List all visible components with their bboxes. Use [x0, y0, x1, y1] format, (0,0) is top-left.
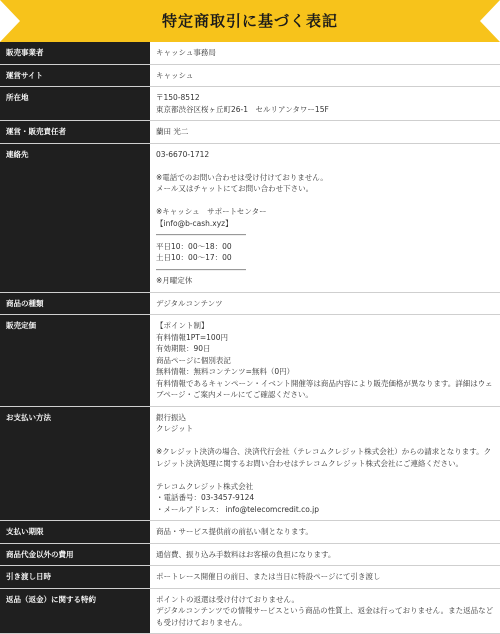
value-line: テレコムクレジット株式会社	[156, 481, 254, 491]
row-value	[150, 42, 500, 64]
table-row	[0, 292, 500, 315]
table-row	[0, 315, 500, 407]
value-line: 蘭田 光二	[156, 127, 189, 136]
value-line: 商品・サービス提供前の前払い制となります。	[156, 527, 313, 536]
value-line: 商品ページに個別表記	[156, 355, 231, 365]
value-line: キャッシュ事務局	[156, 48, 216, 57]
row-label: 引き渡し日時	[0, 566, 150, 589]
row-label: 運営・販売責任者	[0, 121, 150, 144]
value-line: 03-6670-1712	[156, 149, 210, 159]
row-value	[150, 566, 500, 589]
row-value	[150, 292, 500, 315]
row-value	[150, 64, 500, 87]
row-value	[150, 588, 500, 634]
row-label: 販売定価	[0, 315, 150, 407]
value-line: ※電話でのお問い合わせは受け付けておりません。	[156, 172, 328, 182]
value-line: ――――――――――――	[156, 264, 246, 274]
row-label: 商品代金以外の費用	[0, 543, 150, 566]
value-line: 平日10：00～18：00	[156, 241, 232, 251]
row-label: 商品の種類	[0, 292, 150, 315]
table-row	[0, 121, 500, 144]
row-value	[150, 87, 500, 121]
value-line: 有料情報1PT=100円	[156, 332, 228, 342]
row-value	[150, 521, 500, 544]
value-line: ※月曜定休	[156, 276, 193, 285]
value-line: 無料情報：無料コンテンツ=無料（0円）	[156, 367, 295, 376]
row-value	[150, 406, 500, 521]
value-line: ・電話番号：03-3457-9124	[156, 493, 255, 502]
legal-notice-table	[0, 42, 500, 634]
value-line	[156, 435, 494, 447]
table-row	[0, 543, 500, 566]
value-line	[156, 469, 494, 481]
table-row	[0, 42, 500, 64]
table-row	[0, 87, 500, 121]
row-label: 所在地	[0, 87, 150, 121]
row-label: 返品（返金）に関する特約	[0, 588, 150, 634]
value-line: デジタルコンテンツ	[156, 298, 223, 308]
value-line: 【ポイント制】	[156, 321, 209, 330]
value-line: 〒150-8512	[156, 93, 200, 102]
value-line: 有料情報であるキャンペーン・イベント開催等は商品内容により販売価格が異なります。詳細はウェブページ・ご案内メールにてご確認ください。	[156, 378, 493, 399]
row-value	[150, 121, 500, 144]
page-title: 特定商取引に基づく表記	[161, 12, 338, 30]
value-line	[156, 160, 494, 172]
row-value	[150, 315, 500, 407]
value-line: キャッシュ	[156, 70, 194, 80]
value-line: 【info@b-cash.xyz】	[156, 218, 233, 228]
value-line: ・メールアドレス： info@telecomcredit.co.jp	[156, 504, 319, 514]
value-line: 東京都渋谷区桜ヶ丘町26-1 セルリアンタワー15F	[156, 104, 329, 114]
value-line: ――――――――――――	[156, 230, 246, 239]
value-line	[156, 195, 494, 207]
row-label: 販売事業者	[0, 42, 150, 64]
row-label: 運営サイト	[0, 64, 150, 87]
value-line: デジタルコンテンツでの情報サービスという商品の性質上、返金は行っておりません。また返品なども受け付けておりません。	[156, 606, 494, 627]
row-label: 連絡先	[0, 143, 150, 292]
row-value	[150, 143, 500, 292]
table-row	[0, 566, 500, 589]
value-line: ※クレジット決済の場合、決済代行会社（テレコムクレジット株式会社）からの請求となります。クレジット決済処理に関するお問い合わせはテレコムクレジット株式会社にご連絡ください。	[156, 447, 492, 468]
row-label: お支払い方法	[0, 406, 150, 521]
value-line: ポイントの返還は受け付けておりません。	[156, 594, 299, 604]
table-row	[0, 406, 500, 521]
value-line: 銀行振込	[156, 412, 186, 422]
table-row	[0, 143, 500, 292]
table-row	[0, 588, 500, 634]
value-line: 有効期限：90日	[156, 344, 211, 353]
value-line: クレジット	[156, 424, 194, 433]
value-line: メール又はチャットにてお問い合わせ下さい。	[156, 184, 314, 193]
table-row	[0, 521, 500, 544]
row-value	[150, 543, 500, 566]
table-row	[0, 64, 500, 87]
value-line: ※キャッシュ サポートセンター	[156, 207, 267, 216]
page-header-banner	[0, 0, 500, 42]
value-line: ポートレース開催日の前日、または当日に特設ページにて引き渡し	[156, 572, 381, 581]
value-line: 土日10：00～17：00	[156, 253, 232, 262]
row-label: 支払い期限	[0, 521, 150, 544]
value-line: 通信費、振り込み手数料はお客様の負担になります。	[156, 549, 336, 559]
